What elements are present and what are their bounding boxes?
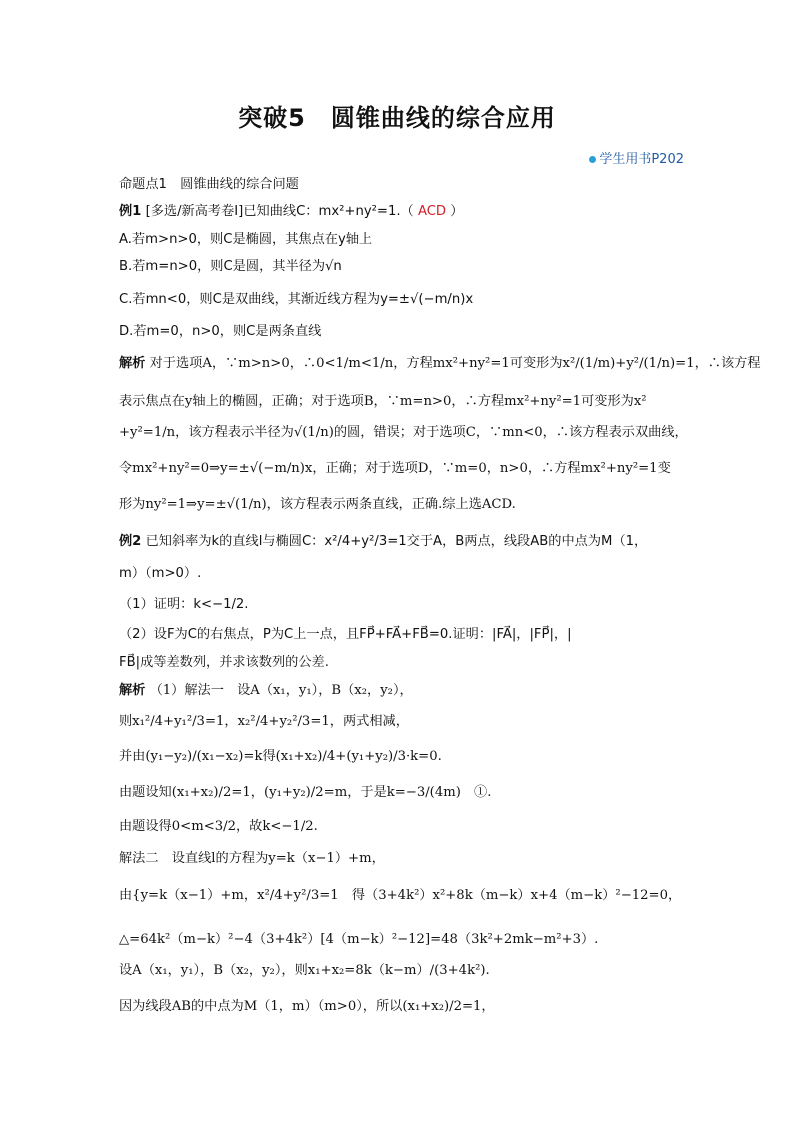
example2-solution-line-5: 由题设得0<m<3/2，故k<−1/2.	[119, 819, 318, 834]
example2-solution-text-1: （1）解法一 设A（x₁，y₁），B（x₂，y₂），	[149, 683, 413, 698]
example1-source: [多选/新高考卷Ⅰ]已知曲线C：mx²+ny²=1.（	[145, 204, 414, 219]
example2-solution-line-2: 则x₁²/4+y₁²/3=1，x₂²/4+y₂²/3=1，两式相减，	[119, 714, 409, 729]
example2-stem-text-1: 已知斜率为k的直线l与椭圆C：x²/4+y²/3=1交于A，B两点，线段AB的中点为M（1，	[145, 534, 648, 549]
example1-solution-line-1	[119, 355, 761, 373]
example1-label: 例1	[119, 204, 142, 219]
example2-label: 例2	[119, 534, 142, 549]
page-title: 突破5 圆锥曲线的综合应用	[238, 104, 556, 132]
example1-option-a: A.若m>n>0，则C是椭圆，其焦点在y轴上	[119, 232, 373, 247]
example1-option-c: C.若mn<0，则C是双曲线，其渐近线方程为y=±√(−m/n)x	[119, 292, 474, 307]
example1-solution-line-5: 形为ny²=1⇒y=±√(1/n)，该方程表示两条直线，正确.综上选ACD.	[119, 497, 516, 512]
book-reference-tag	[589, 148, 684, 167]
example1-answer: ACD	[417, 204, 447, 219]
example2-solution-line-4: 由题设知(x₁+x₂)/2=1，(y₁+y₂)/2=m，于是k=−3/(4m) ①.	[119, 785, 492, 800]
example1-option-d: D.若m=0，n>0，则C是两条直线	[119, 324, 322, 339]
example1-stem	[119, 203, 699, 221]
example1-solution-text-1: 对于选项A，∵m>n>0，∴0<1/m<1/n，方程mx²+ny²=1可变形为x²/(1/m)+y²/(1/n)=1，∴该方程	[149, 356, 761, 371]
example2-part-2-continued: FB⃗|成等差数列，并求该数列的公差.	[119, 655, 329, 670]
section-heading: 命题点1 圆锥曲线的综合问题	[119, 177, 299, 192]
example2-solution-line-7: 由{y=k（x−1）+m，x²/4+y²/3=1 得（3+4k²）x²+8k（m−k）x+4（m−k）²−12=0，	[119, 888, 682, 903]
example1-solution-line-4: 令mx²+ny²=0⇒y=±√(−m/n)x，正确；对于选项D，∵m=0，n>0，∴方程mx²+ny²=1变	[119, 461, 671, 476]
example2-solution-line-10: 因为线段AB的中点为M（1，m）（m>0），所以(x₁+x₂)/2=1，	[119, 999, 495, 1014]
example2-solution-line-8: △=64k²（m−k）²−4（3+4k²）[4（m−k）²−12]=48（3k²+2mk−m²+3）.	[119, 932, 599, 947]
example2-stem-line-2: m）（m>0）.	[119, 566, 202, 581]
example1-solution-line-2: 表示焦点在y轴上的椭圆，正确；对于选项B，∵m=n>0，∴方程mx²+ny²=1可变形为x²	[119, 394, 647, 409]
example2-part-1: （1）证明：k<−1/2.	[119, 597, 249, 612]
example1-solution-label: 解析	[119, 356, 146, 371]
example2-solution-line-3: 并由(y₁−y₂)/(x₁−x₂)=k得(x₁+x₂)/4+(y₁+y₂)/3·k=0.	[119, 749, 442, 764]
bullet-dot-icon	[589, 156, 596, 163]
example1-option-b: B.若m=n>0，则C是圆，其半径为√n	[119, 259, 342, 274]
book-reference-text: 学生用书P202	[599, 152, 684, 167]
example1-solution-line-3: +y²=1/n，该方程表示半径为√(1/n)的圆，错误；对于选项C，∵mn<0，∴该方程表示双曲线，	[119, 425, 688, 440]
example2-solution-line-6: 解法二 设直线l的方程为y=k（x−1）+m，	[119, 851, 385, 866]
example1-close: ）	[450, 204, 464, 219]
example2-stem-line-1	[119, 533, 699, 551]
example2-solution-label: 解析	[119, 683, 146, 698]
example2-part-2: （2）设F为C的右焦点，P为C上一点，且FP⃗+FA⃗+FB⃗=0.证明：|FA⃗|，|FP⃗|，|	[119, 627, 572, 642]
example2-solution-line-9: 设A（x₁，y₁），B（x₂，y₂），则x₁+x₂=8k（k−m）/(3+4k²).	[119, 963, 490, 978]
example2-solution-line-1	[119, 682, 699, 700]
